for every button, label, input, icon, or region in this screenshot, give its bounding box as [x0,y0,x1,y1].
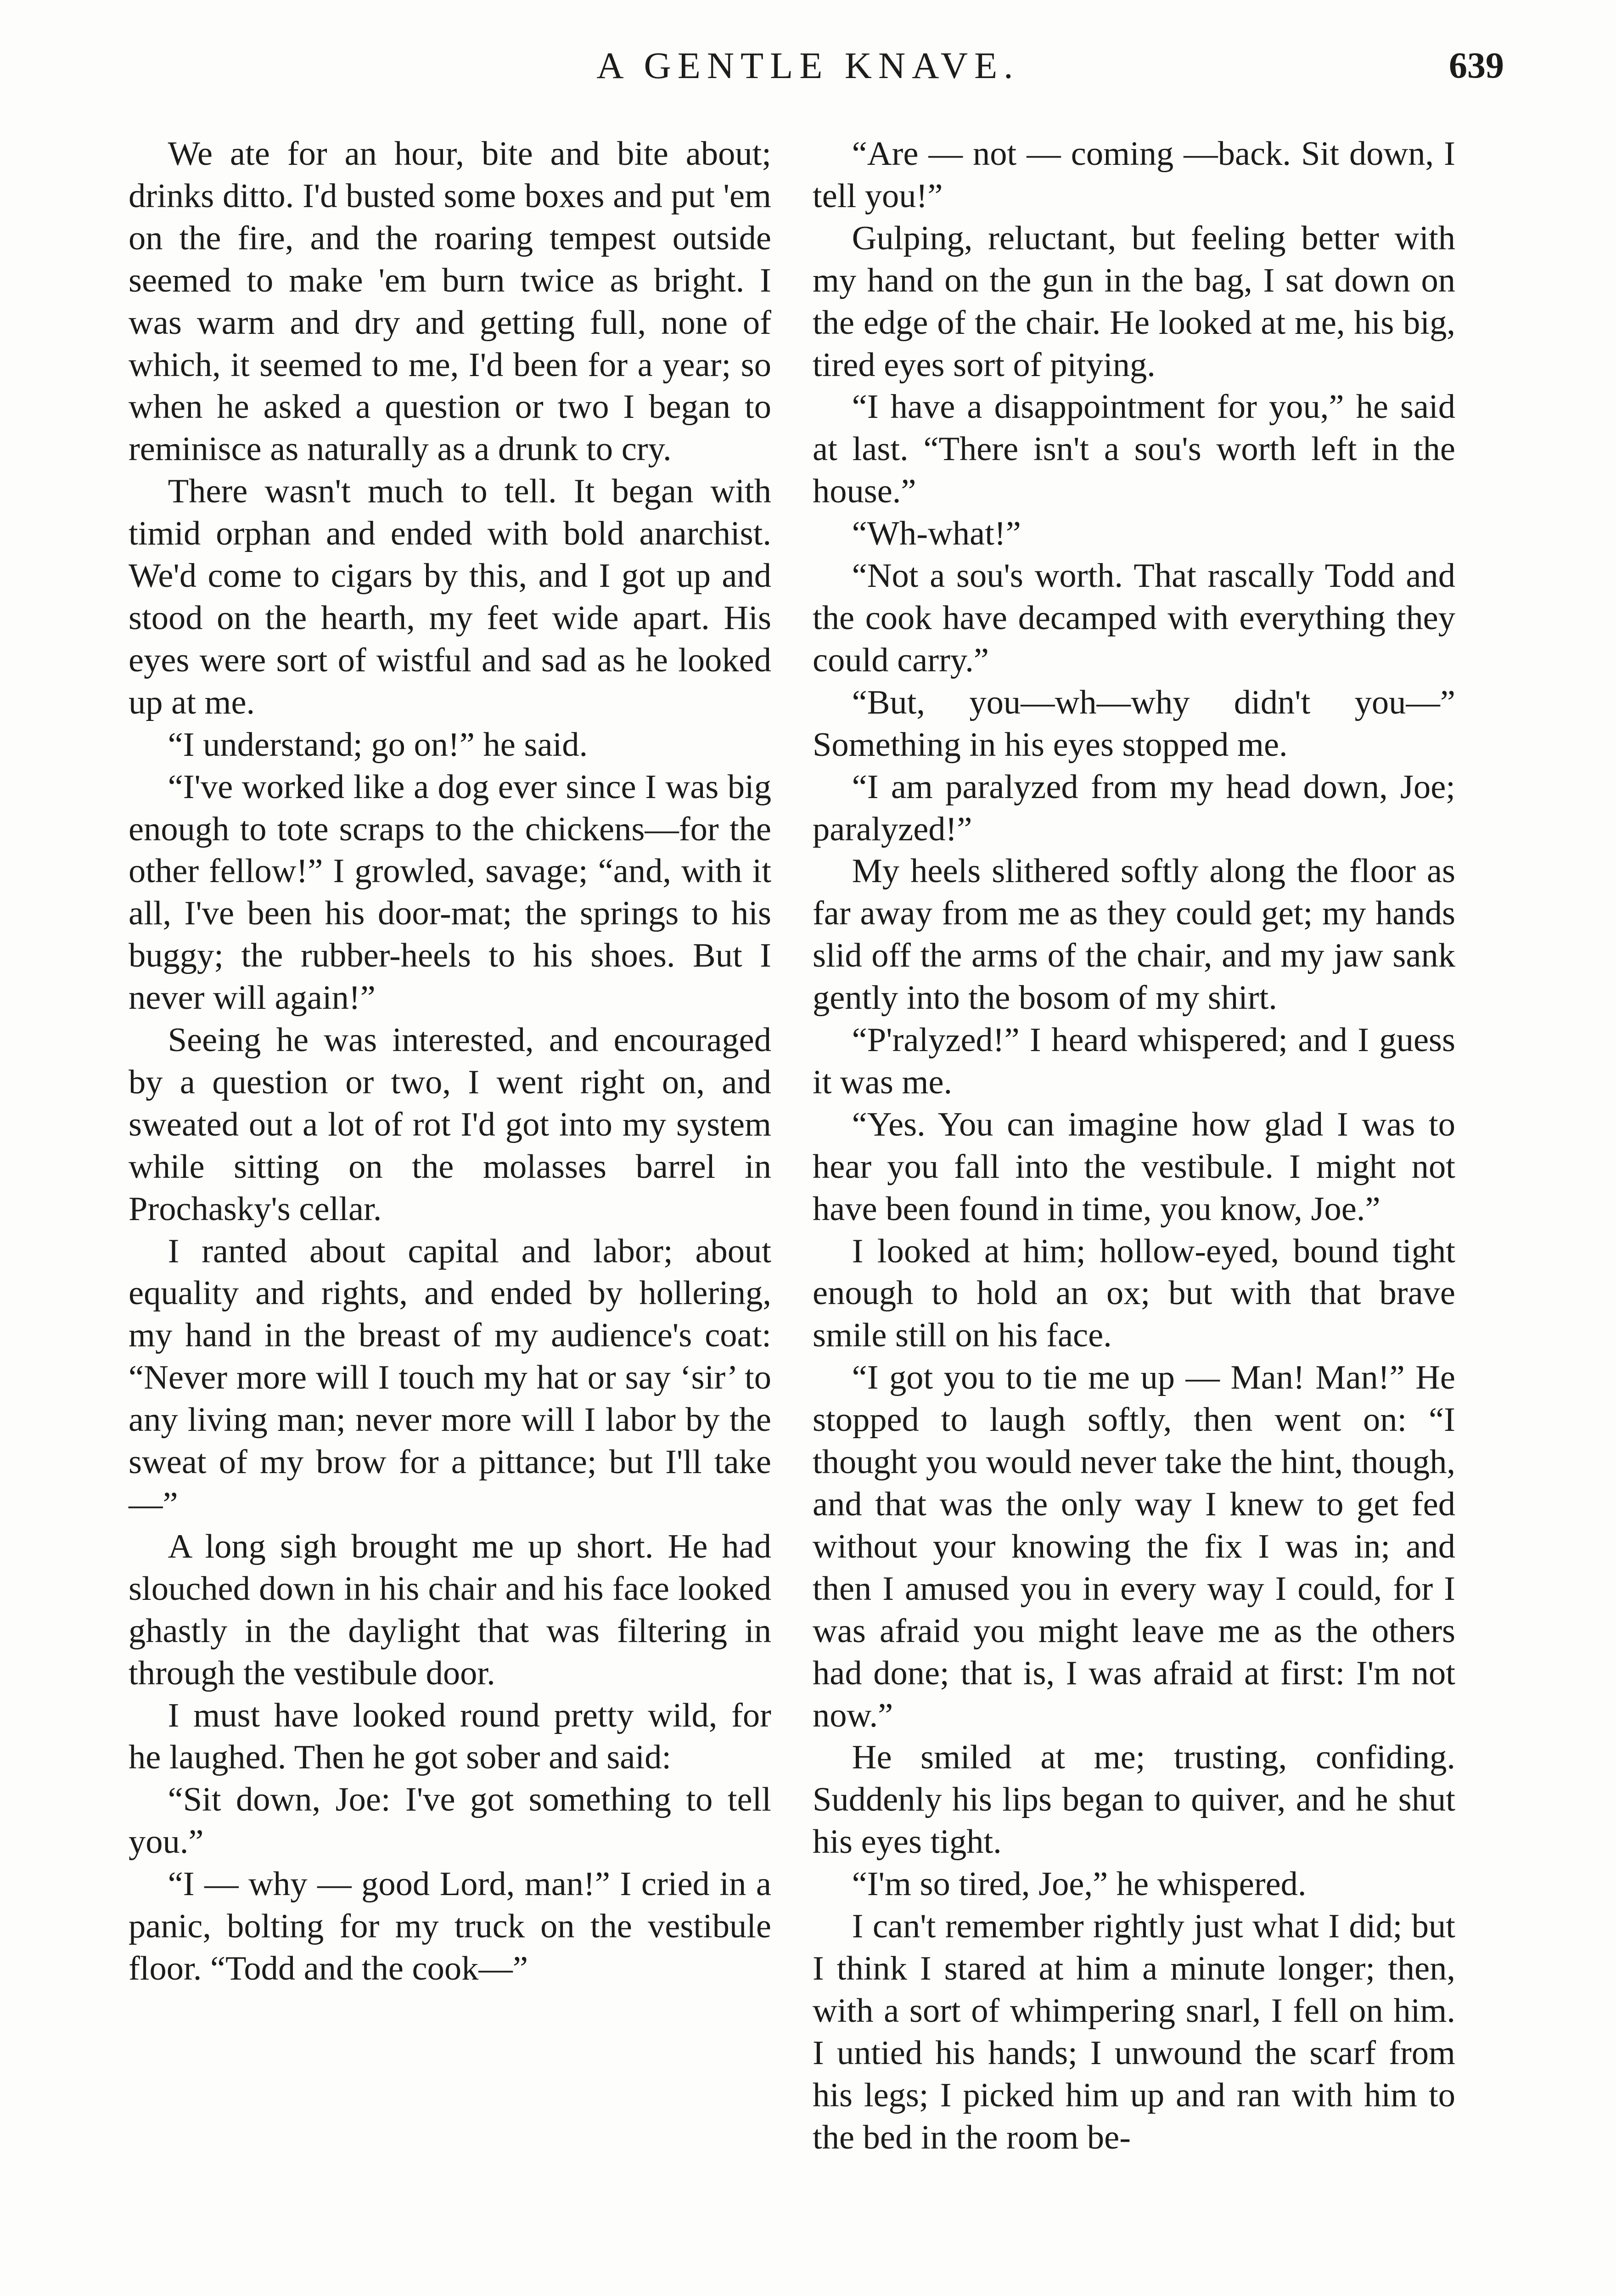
paragraph: “I am paralyzed from my head down, Joe; paralyzed!” [813,768,1455,848]
paragraph: “Yes. You can imagine how glad I was to hear you fall into the vestibule. I might not have been found in time, you know, Joe.” [813,1105,1455,1228]
paragraph: “Not a sou's worth. That rascally Todd and the cook have decamped with everything they could carry.” [813,557,1455,679]
paragraph: My heels slithered softly along the floor as far away from me as they could get; my hands slid off the arms of the chair, and my jaw sank gently into the bosom of my shirt. [813,852,1455,1017]
paragraph: “I have a disappointment for you,” he said at last. “There isn't a sou's worth left in the house.” [813,388,1455,511]
page-number: 639 [1449,45,1504,86]
paragraph: “Wh-what!” [852,515,1021,553]
paragraph: “Are — not — coming —back. Sit down, I tell you!” [813,135,1455,215]
paragraph: I can't remember rightly just what I did; but I think I stared at him a minute longer; then, with a sort of whimpering snarl, I fell on him. I untied his hands; I unwound the scarf from his legs; I picked him up and ran with him to the bed in the room be- [813,1908,1455,2156]
paragraph: “I — why — good Lord, man!” I cried in a panic, bolting for my truck on the vestibule floor. “Todd and the cook—” [129,1865,771,1987]
paragraph: Gulping, reluctant, but feeling better with my hand on the gun in the bag, I sat down on the edge of the chair. He looked at me, his big, tired eyes sort of pitying. [813,219,1455,384]
paragraph: There wasn't much to tell. It began with timid orphan and ended with bold anarchist. We'd come to cigars by this, and I got up and stood on the hearth, my feet wide apart. His eyes were sort of wistful and sad as he looked up at me. [129,473,771,721]
paragraph: I must have looked round pretty wild, for he laughed. Then he got sober and said: [129,1696,771,1777]
paragraph: “I've worked like a dog ever since I was big enough to tote scraps to the chickens—for the other fellow!” I growled, savage; “and, with it all, I've been his door-mat; the springs to his buggy; the rubber-heels to his shoes. But I never will again!” [129,768,771,1017]
paragraph: He smiled at me; trusting, confiding. Suddenly his lips began to quiver, and he shut his eyes tight. [813,1739,1455,1861]
paragraph: “I understand; go on!” he said. [168,726,588,764]
paragraph: “But, you—wh—why didn't you—” Something in his eyes stopped me. [813,683,1455,764]
running-title: A GENTLE KNAVE. [596,45,1020,86]
paragraph: “I'm so tired, Joe,” he whispered. [852,1865,1307,1903]
right-column [813,133,1455,2159]
paragraph: “Sit down, Joe: I've got something to tell you.” [129,1781,771,1861]
paragraph: I ranted about capital and labor; about equality and rights, and ended by hollering, my hand in the breast of my audience's coat: “Never more will I touch my hat or say ‘sir’ to any living man; never more will I labor by the sweat of my brow for a pittance; but I'll take—” [129,1232,771,1523]
left-column [129,133,771,1990]
paragraph: Seeing he was interested, and encouraged by a question or two, I went right on, and sweated out a lot of rot I'd got into my system while sitting on the molasses barrel in Prochasky's cellar. [129,1021,771,1228]
paragraph: “I got you to tie me up — Man! Man!” He stopped to laugh softly, then went on: “I thought you would never take the hint, though, and that was the only way I knew to get fed without your knowing the fix I was in; and then I amused you in every way I could, for I was afraid you might leave me as the others had done; that is, I was afraid at first: I'm not now.” [813,1359,1455,1734]
paragraph: I looked at him; hollow-eyed, bound tight enough to hold an ox; but with that brave smile still on his face. [813,1232,1455,1355]
paragraph: We ate for an hour, bite and bite about; drinks ditto. I'd busted some boxes and put 'em on the fire, and the roaring tempest outside seemed to make 'em burn twice as bright. I was warm and dry and getting full, none of which, it seemed to me, I'd been for a year; so when he asked a question or two I began to reminisce as naturally as a drunk to cry. [129,135,771,468]
paragraph: A long sigh brought me up short. He had slouched down in his chair and his face looked ghastly in the daylight that was filtering in through the vestibule door. [129,1527,771,1692]
paragraph: “P'ralyzed!” I heard whispered; and I guess it was me. [813,1021,1455,1101]
page-header [0,40,1616,91]
